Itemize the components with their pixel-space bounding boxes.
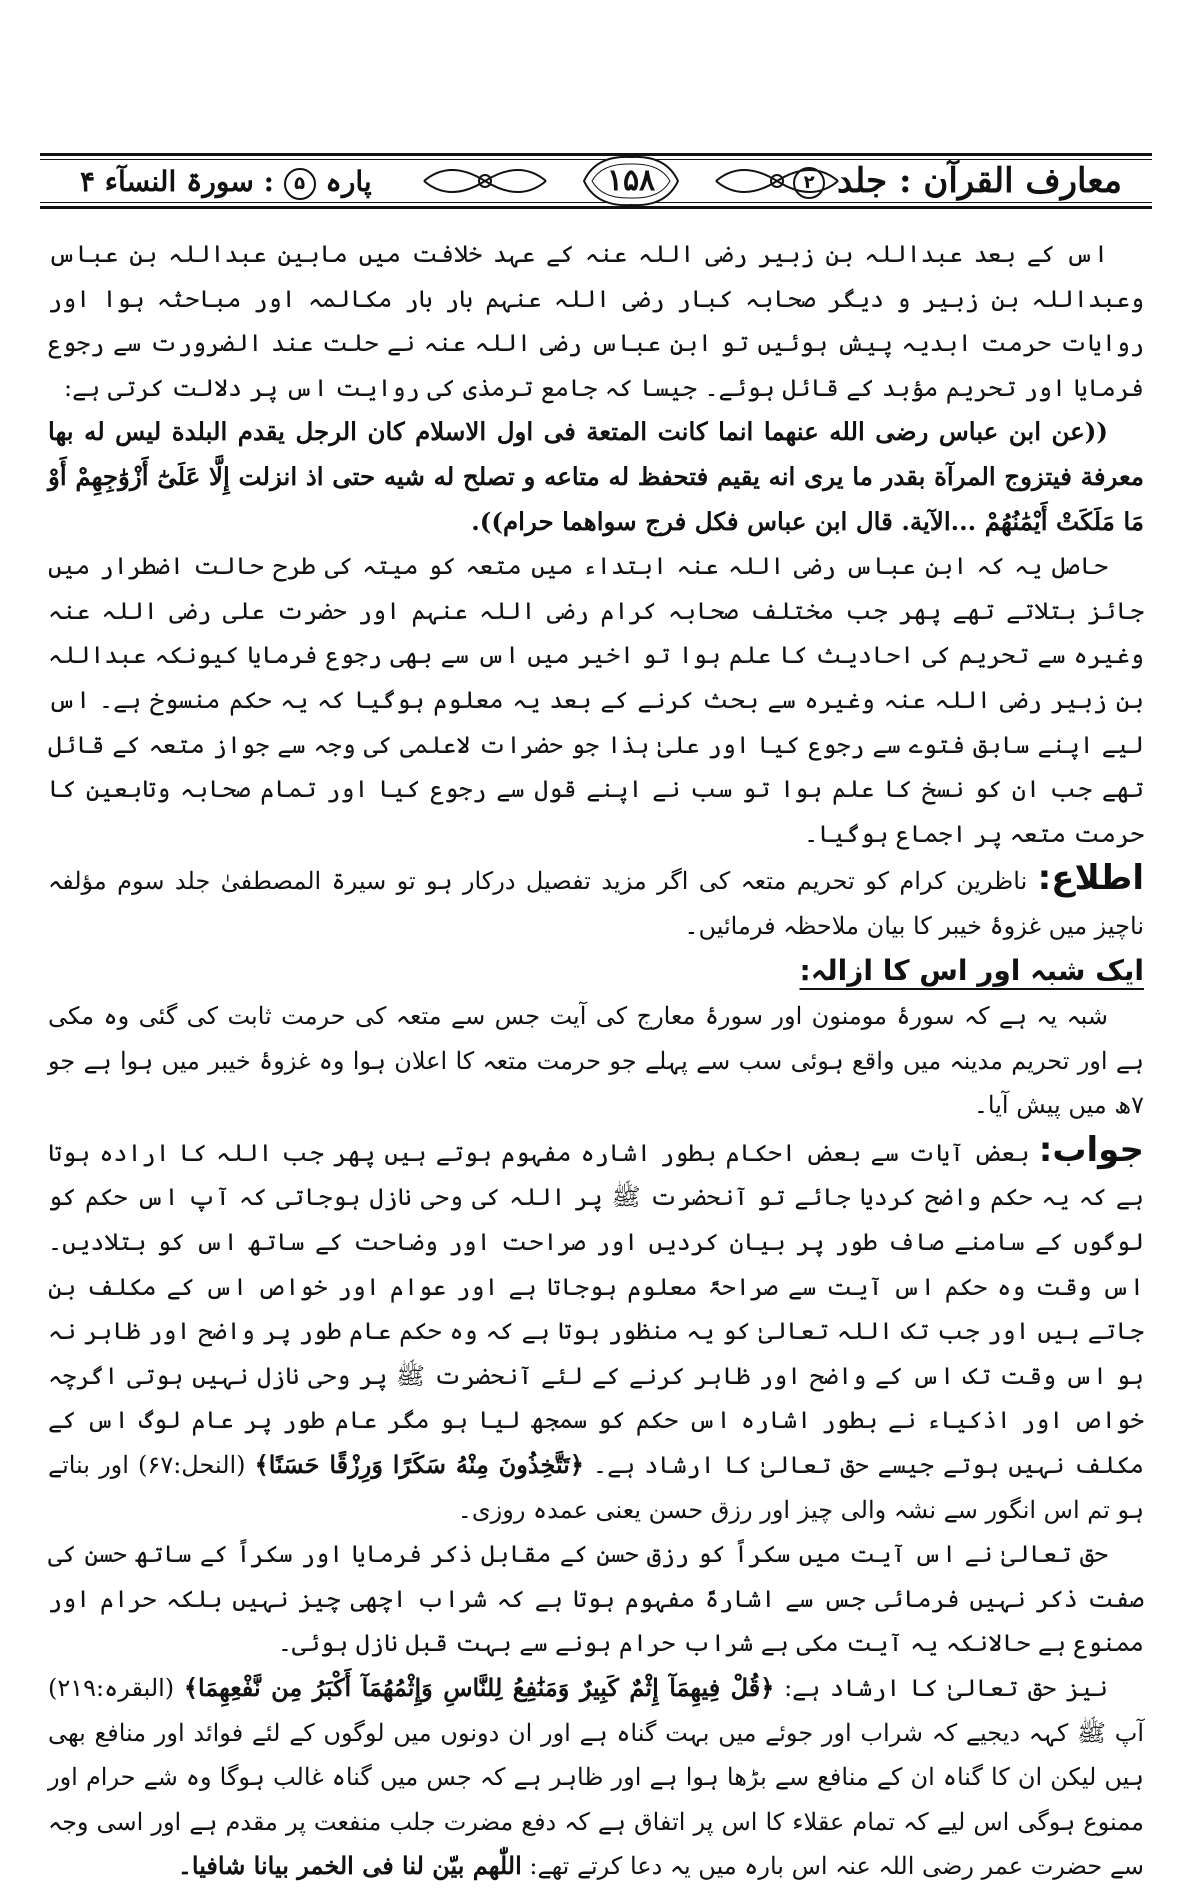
arabic-hadith-quote: ((عن ابن عباس رضى الله عنهما انما كانت المتعة فى اول الاسلام كان الرجل يقدم البلدة ليس له بها معرفة فيتزوج المرآة بقدر ما يرى انه يقيم فتحفظ له متاعه و تصلح له شيه حتى اذ انزلت إِلَّا عَلَىٰٓ أَزْوَٰجِهِمْ أَوْ مَا مَلَكَتْ أَيْمَٰنُهُمْ ...الآية. قال ابن عباس فكل فرج سواهما حرام)). [48,417,1144,536]
dua-text: اللّٰهم بيّن لنا فى الخمر بيانا شافيا۔ [177,1851,522,1881]
surah-name: : سورۃ النسآء ۴ [80,165,274,198]
quran-verse: ﴿قُلْ فِيهِمَآ إِثْمٌ كَبِيرٌ وَمَنَٰفِعُ لِلنَّاسِ وَإِثْمُهُمَآ أَكْبَرُ مِن نَّفْعِهِمَا﴾ [183,1673,775,1702]
running-header [40,145,1152,217]
notice-label: اطلاع: [1037,858,1144,899]
paragraph-lead: نیز حق تعالیٰ کا ارشاد ہے: [784,1674,1108,1702]
answer-text: بعض آیات سے بعض احکام بطور اشارہ مفہوم ہوتے ہیں پھر جب اللہ کا ارادہ ہوتا ہے کہ یہ حکم واضح کردیا جائے تو آنحضرت ﷺ پر اللہ کی وحی نازل ہوجاتی کہ آپ اس حکم کو لوگوں کے سامنے صاف طور پر بیان کردیں اور صراحت اور وضاحت کے ساتھ اس کو بتلادیں۔ اس وقت وہ حکم اس آیت سے صراحۃً معلوم ہوجاتا ہے اور عوام اور خواص اس کے مکلف بن جاتے ہیں اور جب تک اللہ تعالیٰ کو یہ منظور ہوتا ہے کہ وہ حکم عام طور پر واضح اور ظاہر نہ ہو اس وقت تک اس کے واضح اور ظاہر کرنے کے لئے آنحضرت ﷺ پر وحی نازل نہیں ہوتی اگرچہ خواص اور اذکیاء نے بطور اشارہ اس حکم کو سمجھ لیا ہو مگر عام طور پر عام لوگ اس کے مکلف نہیں ہوتے جیسے حق تعالیٰ کا ارشاد ہے۔ [48,1138,1144,1480]
para-label: پارہ [325,165,372,198]
paragraph-text: آپ ﷺ کہہ دیجیے کہ شراب اور جوئے میں بہت گناہ ہے اور ان دونوں میں لوگوں کے لئے فوائد اور منافع بھی ہیں لیکن ان کا گناہ ان کے منافع سے بڑھا ہوا ہے اور ظاہر ہے کہ جس میں گناہ غالب ہوگا وہ شے حرام اور ممنوع ہوگی اس لیے کہ تمام عقلاء کا اس پر اتفاق ہے کہ دفع مضرت جلب منفعت پر مقدم ہے اور اسی وجہ سے حضرت عمر رضی اللہ عنہ اس بارہ میں یہ دعا کرتے تھے: [48,1718,1144,1881]
notice-paragraph [48,856,1144,948]
section-heading: ایک شبہ اور اس کا ازالہ: [799,953,1144,987]
para-number: ۵ [284,168,316,200]
paragraph: شبہ یہ ہے کہ سورۂ مومنون اور سورۂ معارج کی آیت جس سے متعہ کی حرمت ثابت کی گئی وہ مکی ہے اور تحریم مدینہ میں واقع ہوئی سب سے پہلے جو حرمت متعہ کا اعلان ہوا وہ غزوۂ خیبر میں ہوا ہے جو ۷ھ میں پیش آیا۔ [48,1002,1144,1120]
answer-paragraph [48,1128,1144,1532]
notice-text: ناظرین کرام کو تحریم متعہ کی اگر مزید تفصیل درکار ہو تو سیرۃ المصطفیٰ جلد سوم مؤلفہ ناچیز میں غزوۂ خیبر کا بیان ملاحظہ فرمائیں۔ [48,867,1144,940]
verse-translation: اور بناتے ہو تم اس انگور سے نشہ والی چیز اور رزق حسن یعنی عمدہ روزی۔ [48,1451,1144,1524]
section-heading-line [48,949,1144,995]
header-floral-ornament-icon [712,157,842,205]
header-floral-ornament-icon [420,157,550,205]
paragraph: حاصل یہ کہ ابن عباس رضی اللہ عنہ ابتداء میں متعہ کو میتہ کی طرح حالت اضطرار میں جائز بتلاتے تھے پھر جب مختلف صحابہ کرام رضی اللہ عنہم اور حضرت علی رضی اللہ عنہ وغیرہ سے تحریم کی احادیث کا علم ہوا تو اخیر میں اس سے بھی رجوع فرمایا کیونکہ عبداللہ بن زبیر رضی اللہ عنہ وغیرہ سے بحث کرنے کے بعد یہ معلوم ہوگیا کہ یہ حکم منسوخ ہے۔ اس لیے اپنے سابق فتوے سے رجوع کیا اور علیٰ ہذا جو حضرات لاعلمی کی وجہ سے جواز متعہ کے قائل تھے جب ان کو نسخ کا علم ہوا تو سب نے اپنے قول سے رجوع کیا اور تمام صحابہ وتابعین کا حرمت متعہ پر اجماع ہوگیا۔ [48,552,1144,848]
page-number: ۱۵۸ [606,163,656,198]
section-label [80,163,372,201]
book-title-text: معارف القرآن : جلد [837,161,1122,201]
book-title [793,159,1122,203]
verse-reference: (النحل:۶۷) [138,1451,246,1480]
page-body [48,232,1144,1889]
paragraph: اس کے بعد عبداللہ بن زبیر رضی اللہ عنہ کے عہد خلافت میں مابین عبداللہ بن عباس وعبداللہ بن زبیر و دیگر صحابہ کبار رضی اللہ عنہم بار بار مکالمہ اور مباحثہ ہوا اور روایات حرمت ابدیہ پیش ہوئیں تو ابن عباس رضی اللہ عنہ نے حلت عند الضرورت سے رجوع فرمایا اور تحریم مؤبد کے قائل ہوئے۔ جیسا کہ جامع ترمذی کی روایت اس پر دلالت کرتی ہے: [48,240,1144,402]
verse-reference: (البقرہ:۲۱۹) [48,1674,175,1702]
answer-label: جواب: [1038,1129,1144,1170]
quran-verse: ﴿تَتَّخِذُونَ مِنْهُ سَكَرًا وَرِزْقًا حَسَنًا﴾ [254,1450,584,1480]
paragraph [48,1666,1144,1889]
volume-number: ۲ [793,167,825,199]
paragraph: حق تعالیٰ نے اس آیت میں سکراً کو رزق حسن کے مقابل ذکر فرمایا اور سکراً کے ساتھ حسن کی صفت ذکر نہیں فرمائی جس سے اشارۃً مفہوم ہوتا ہے کہ شراب اچھی چیز نہیں بلکہ حرام اور ممنوع ہے حالانکہ یہ آیت مکی ہے شراب حرام ہونے سے بہت قبل نازل ہوئی۔ [48,1540,1144,1658]
page-number-ornament [576,149,686,213]
